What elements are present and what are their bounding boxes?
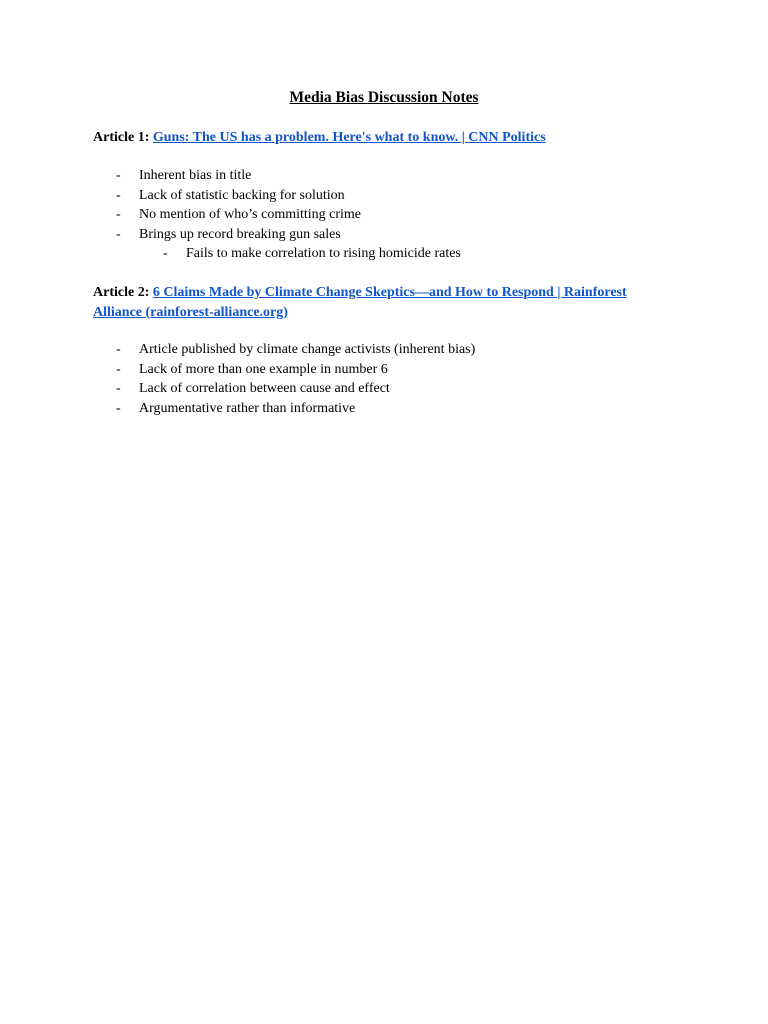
bullet-dash: - [116,187,121,203]
list-item [0,399,700,419]
bullet-dash: - [116,361,121,377]
list-item [0,225,700,245]
note-text: Argumentative rather than informative [139,400,356,416]
article-1-notes-list [0,166,700,264]
note-text: No mention of who’s committing crime [139,207,362,222]
article-1-link[interactable]: Guns: The US has a problem. Here's what to know. | CNN Politics [152,130,546,145]
bullet-dash: - [116,381,121,396]
article-2-link[interactable]: 6 Claims Made by Climate Change Skeptics—and How to Respond | Rainforest Alliance (rainforest-alliance.org) [93,285,627,320]
note-text: Lack of correlation between cause and effect [139,381,390,396]
note-text: Inherent bias in title [139,168,252,183]
list-item [0,340,700,360]
list-item [0,379,700,399]
article-2-notes-list [0,340,700,418]
article-1-label: Article 1: [93,130,150,145]
bullet-dash: - [116,400,121,416]
list-item [0,205,700,225]
note-text: Article published by climate change activists (inherent bias) [139,342,476,357]
note-text: Lack of more than one example in number 6 [139,361,388,377]
note-text: Lack of statistic backing for solution [139,187,345,203]
bullet-dash: - [116,226,121,242]
bullet-dash: - [116,342,121,357]
list-item [0,360,700,380]
article-2-heading [93,283,653,322]
list-item [0,186,700,206]
sub-note-text: Fails to make correlation to rising homicide rates [186,246,461,261]
list-item [0,166,700,186]
note-text: Brings up record breaking gun sales [139,226,341,242]
sub-list-item [0,244,700,264]
bullet-dash: - [116,207,121,222]
article-2-label: Article 2: [93,285,150,300]
bullet-dash: - [116,168,121,183]
page-title: Media Bias Discussion Notes [289,89,479,106]
bullet-dash: - [163,246,168,261]
article-1-heading [93,128,653,148]
